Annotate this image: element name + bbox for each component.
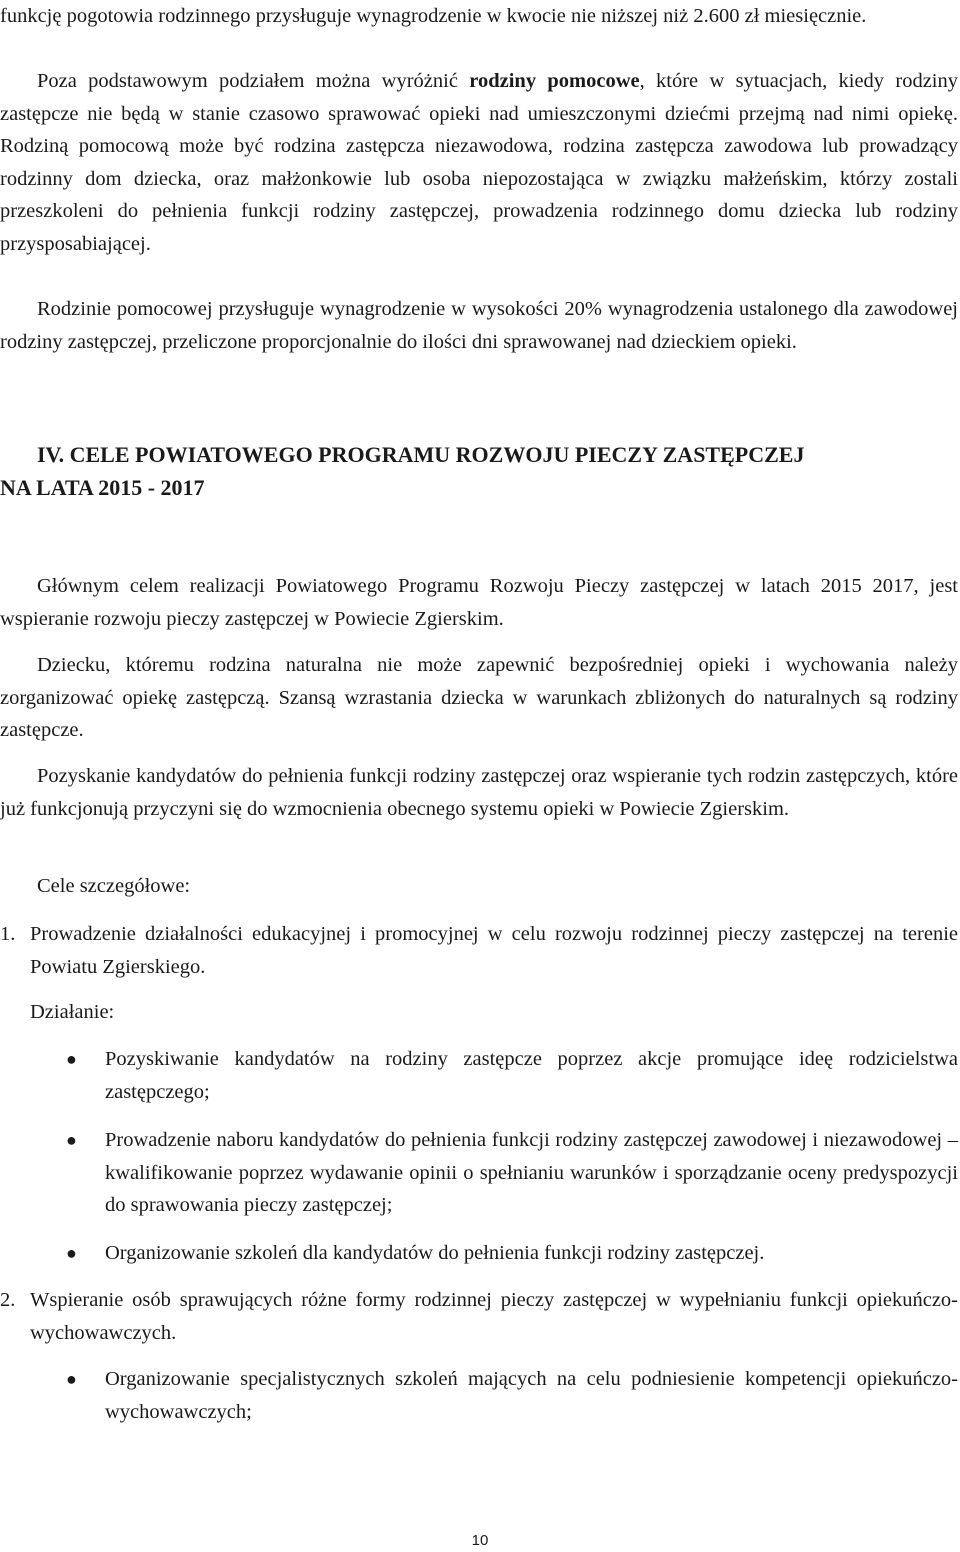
helper-text-after: , które w sytuacjach, kiedy rodziny zastępcze nie będą w stanie czasowo sprawować opieki nad umieszczonymi dziećmi przejmą nad nimi opiekę. Rodziną pomocową może być rodzina zastępcza niezawodowa, rodzina zastępcza zawodowa lub prowadzący rodzinny dom dziecka, oraz małżonkowie lub osoba niepozostająca w związku małżeńskim, którzy zostali przeszkoleni do pełnienia funkcji rodziny zastępczej, prowadzenia rodzinnego domu dziecka lub rodziny przysposabiającej. [0,70,958,255]
bullet-dot-icon: ● [66,1049,77,1069]
paragraph-fee-tail: funkcję pogotowia rodzinnego przysługuje wynagrodzenie w kwocie nie niższej niż 2.600 zł miesięcznie. [0,5,867,27]
bullet-item [0,1043,958,1108]
bullet-text: Prowadzenie naboru kandydatów do pełnienia funkcji rodziny zastępczej zawodowej i niezawodowej – kwalifikowanie poprzez wydawanie opinii o spełnianiu warunków i sporządzanie oceny predyspozycji do sprawowania pieczy zastępczej; [105,1129,958,1216]
paragraph-helper-families [0,65,958,260]
helper-families-term: rodziny pomocowe [469,70,640,92]
goal-item-2 [0,1284,958,1349]
paragraph-main-goal: Głównym celem realizacji Powiatowego Programu Rozwoju Pieczy zastępczej w latach 2015 2017, jest wspieranie rozwoju pieczy zastępczej w Powiecie Zgierskim. [0,575,958,630]
helper-text-before: Poza podstawowym podziałem można wyróżnić [37,70,470,92]
goal-item-1 [0,918,958,983]
page-number: 10 [471,1532,489,1549]
goal-number: 1. [0,923,16,945]
action-label: Działanie: [30,1001,115,1023]
paragraph-helper-pay: Rodzinie pomocowej przysługuje wynagrodzenie w wysokości 20% wynagrodzenia ustalonego dla zawodowej rodziny zastępczej, przeliczone proporcjonalnie do ilości dni sprawowanej nad dzieckiem opieki. [0,298,958,353]
bullet-text: Pozyskiwanie kandydatów na rodziny zastępcze poprzez akcje promujące ideę rodzicielstwa zastępczego; [105,1048,958,1103]
section-heading-line1: IV. CELE POWIATOWEGO PROGRAMU ROZWOJU PIECZY ZASTĘPCZEJ [37,442,805,467]
paragraph-child: Dziecku, któremu rodzina naturalna nie może zapewnić bezpośredniej opieki i wychowania należy zorganizować opiekę zastępczą. Szansą wzrastania dziecka w warunkach zbliżonych do naturalnych są rodziny zastępcze. [0,654,958,741]
goal-number: 2. [0,1289,16,1311]
section-heading-line2: NA LATA 2015 - 2017 [0,475,205,500]
bullet-text: Organizowanie szkoleń dla kandydatów do pełnienia funkcji rodziny zastępczej. [105,1242,765,1264]
goal-text: Wspieranie osób sprawujących różne formy rodzinnej pieczy zastępczej w wypełnianiu funkcji opiekuńczo-wychowawczych. [30,1289,958,1344]
section-heading [0,438,958,504]
bullet-item [0,1124,958,1222]
bullet-item [0,1237,958,1270]
bullet-text: Organizowanie specjalistycznych szkoleń mających na celu podniesienie kompetencji opiekuńczo-wychowawczych; [105,1368,958,1423]
bullet-dot-icon: ● [66,1243,77,1263]
bullet-dot-icon: ● [66,1369,77,1389]
paragraph-candidates: Pozyskanie kandydatów do pełnienia funkcji rodziny zastępczej oraz wspieranie tych rodzin zastępczych, które już funkcjonują przyczyni się do wzmocnienia obecnego systemu opieki w Powiecie Zgierskim. [0,765,958,820]
specific-goals-label: Cele szczegółowe: [37,875,191,897]
bullet-item [0,1363,958,1428]
goal-text: Prowadzenie działalności edukacyjnej i promocyjnej w celu rozwoju rodzinnej pieczy zastępczej na terenie Powiatu Zgierskiego. [30,923,958,978]
bullet-dot-icon: ● [66,1130,77,1150]
